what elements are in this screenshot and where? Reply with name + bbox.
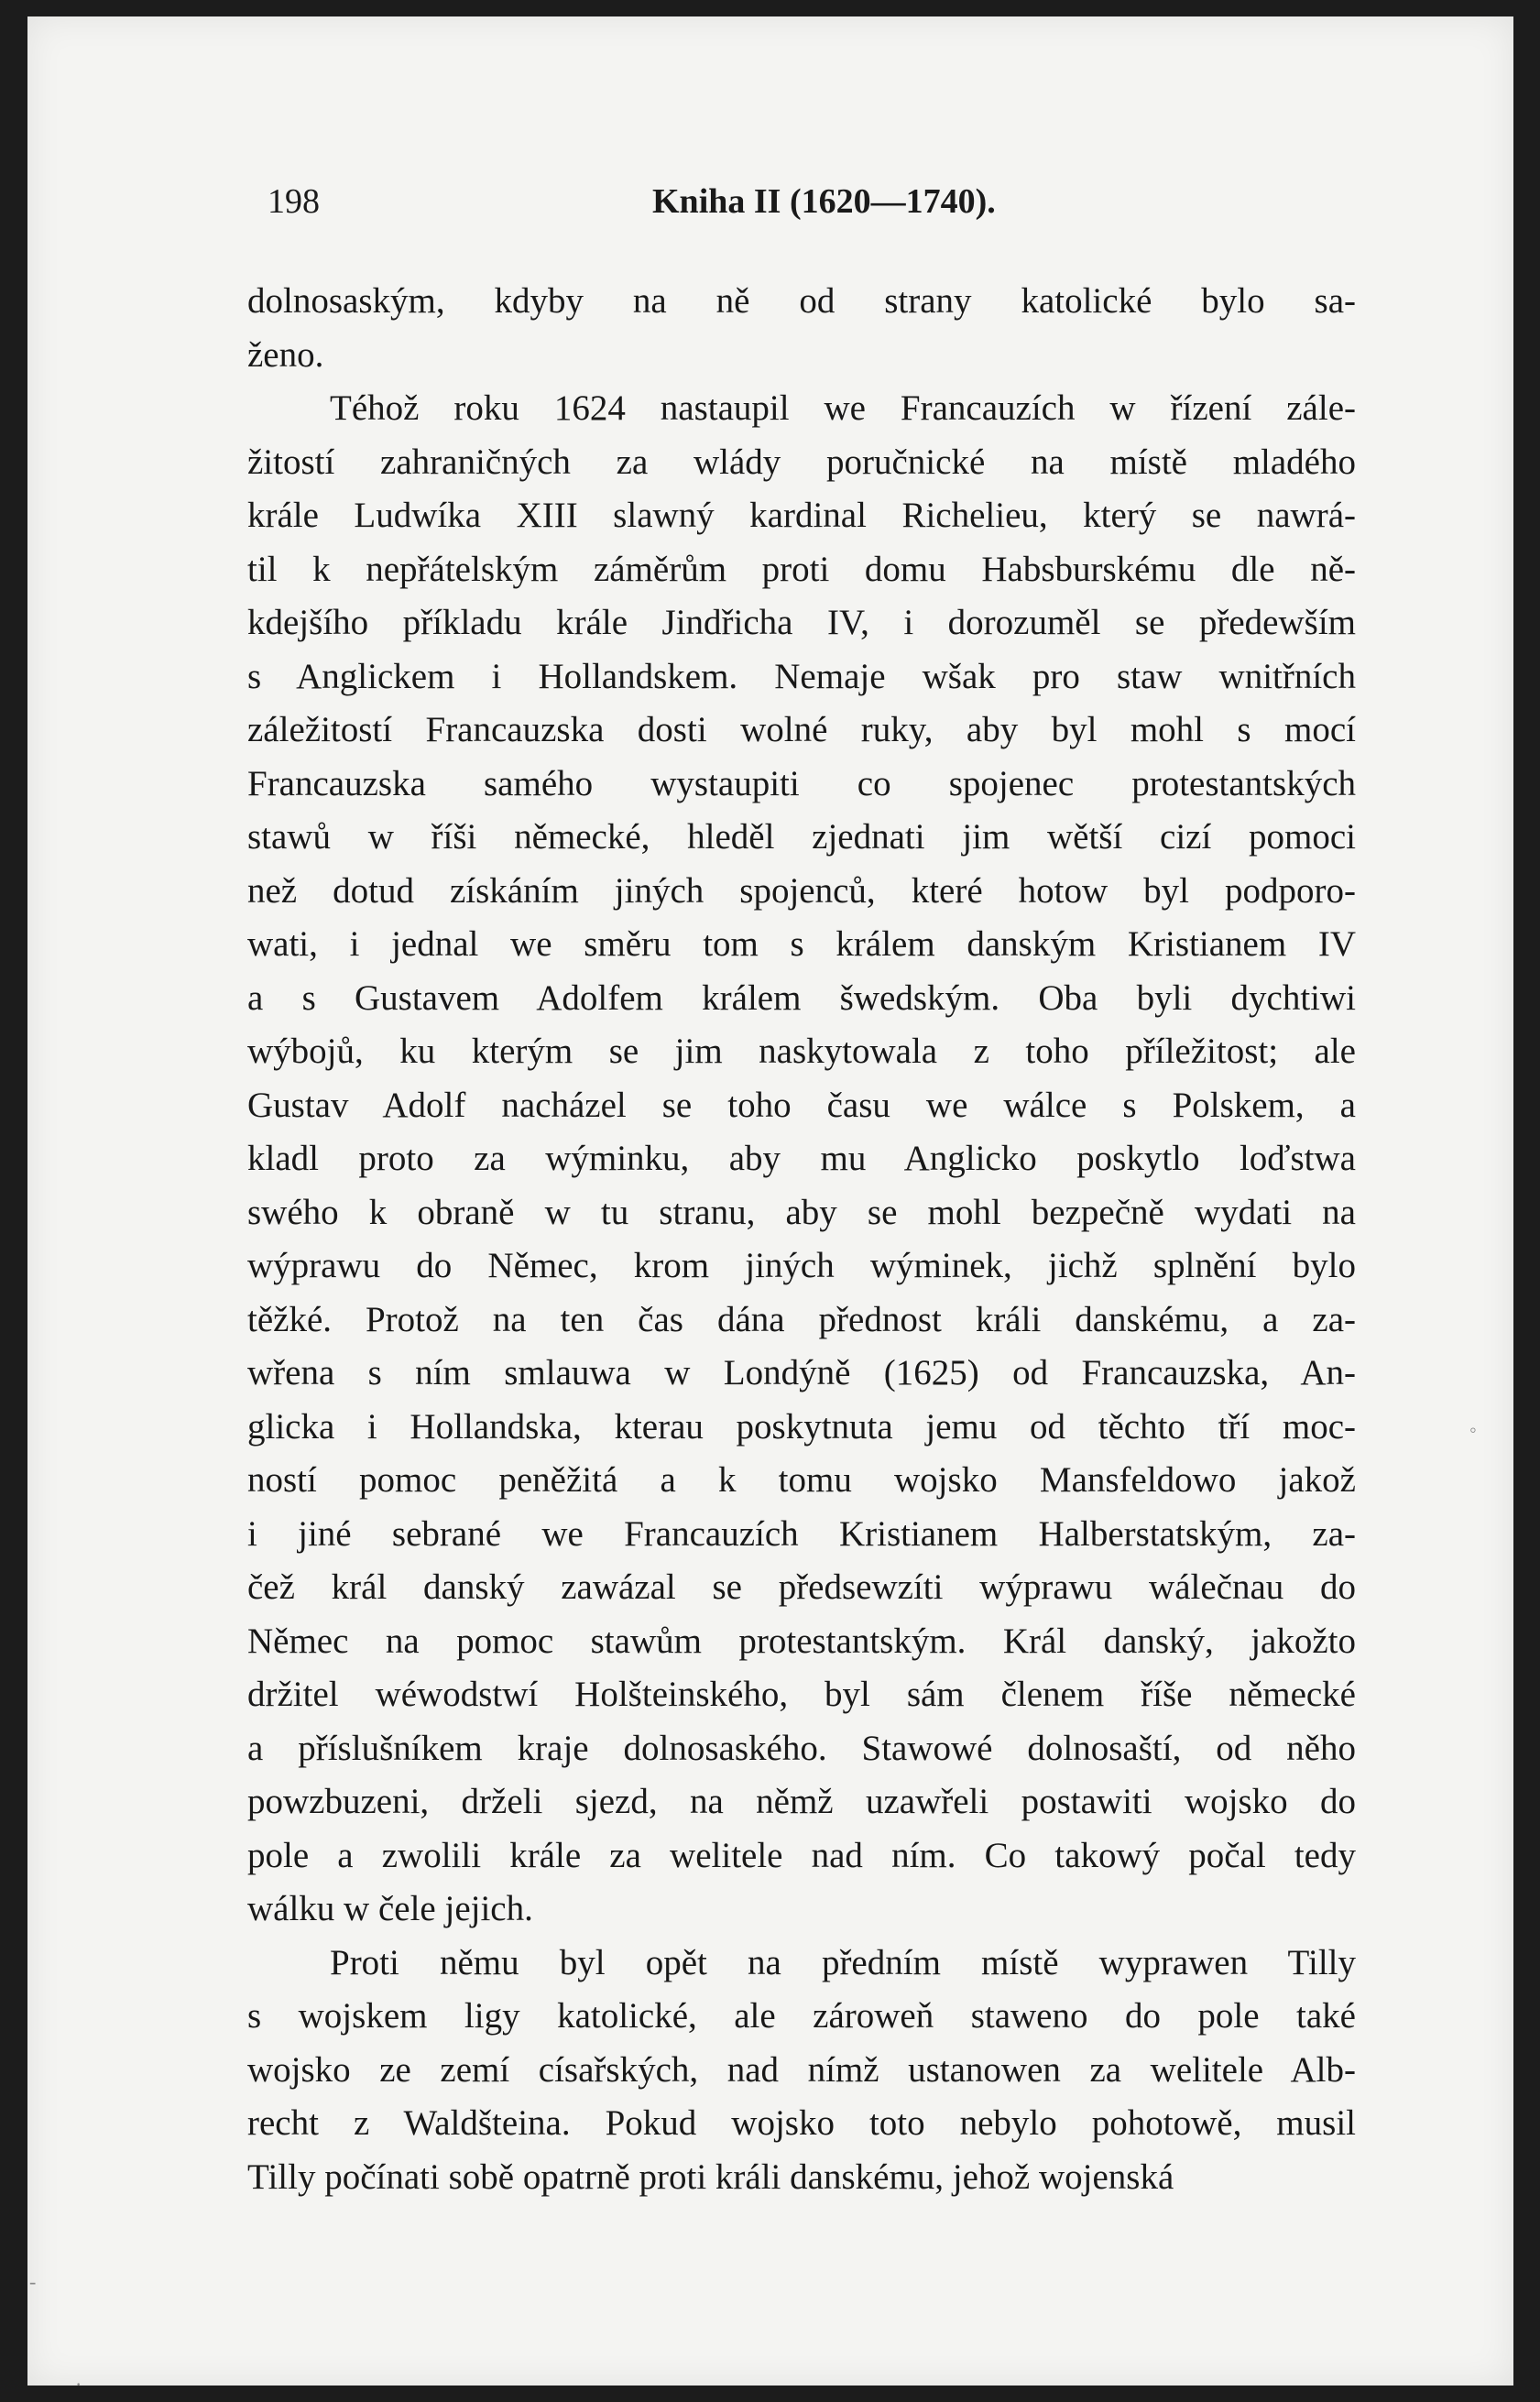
text-line: s Anglickem i Hollandskem. Nemaje wšak pro staw wnitřních [247,656,1356,696]
text-line: i jiné sebrané we Francauzích Kristianem Halberstatským, za- [247,1513,1356,1554]
text-line: krále Ludwíka XIII slawný kardinal Richelieu, který se nawrá- [247,496,1356,535]
text-line: Proti němu byl opět na předním místě wyprawen Tilly [330,1942,1356,1982]
text-line: wýbojů, ku kterým se jim naskytowala z toho příležitost; ale [247,1032,1356,1071]
text-line: Němec na pomoc stawům protestantským. Král danský, jakožto [247,1621,1356,1661]
text-line: powzbuzeni, drželi sjezd, na němž uzawřeli postawiti wojsko do [247,1782,1356,1821]
text-line: Francauzska samého wystaupiti co spojenec protestantských [247,763,1356,803]
running-head: Kniha II (1620—1740). [652,182,996,221]
paragraph [247,1937,1356,2205]
page-number: 198 [268,182,320,221]
scan-speck-icon: - [29,2270,37,2293]
text-line: wýprawu do Němec, krom jiných wýminek, jichž splnění bylo [247,1246,1356,1285]
text-line: žitostí zahraničných za wlády poručnické na místě mladého [247,442,1356,482]
text-line: Téhož roku 1624 nastaupil we Francauzích w řízení zále- [330,388,1356,428]
paragraph [247,382,1356,1937]
text-line: kdejšího příkladu krále Jindřicha IV, i dorozuměl se předewším [247,603,1356,642]
text-line: recht z Waldšteina. Pokud wojsko toto nebylo pohotowě, musil [247,2103,1356,2143]
scan-speck-icon: · [75,2373,82,2396]
text-line: Tilly počínati sobě opatrně proti králi danskému, jehož wojenská [247,2156,1174,2197]
text-line: těžké. Protož na ten čas dána přednost králi danskému, a za- [247,1299,1356,1339]
text-line: a příslušníkem kraje dolnosaského. Stawowé dolnosaští, od něho [247,1728,1356,1768]
text-line: wojsko ze zemí císařských, nad nímž ustanowen za welitele Alb- [247,2049,1356,2090]
text-line: wati, i jednal we směru tom s králem danským Kristianem IV [247,924,1356,964]
text-line: ženo. [247,334,324,375]
text-line: stawů w říši německé, hleděl zjednati jim wětší cizí pomoci [247,817,1356,857]
text-line: dolnosaským, kdyby na ně od strany katolické bylo sa- [247,281,1356,321]
text-line: ností pomoc peněžitá a k tomu wojsko Mansfeldowo jakož [247,1460,1356,1500]
text-line: Gustav Adolf nacházel se toho času we wálce s Polskem, a [247,1085,1356,1125]
text-line: wálku w čele jejich. [247,1889,533,1928]
text-line: pole a zwolili krále za welitele nad ním. Co takowý počal tedy [247,1835,1356,1875]
body-text [247,275,1356,2204]
text-line: čež král danský zawázal se předsewzíti wýprawu wálečnau do [247,1567,1356,1607]
text-line: s wojskem ligy katolické, ale zároweň staweno do pole také [247,1996,1356,2036]
scan-speck-icon: ◦ [1469,1418,1477,1441]
text-line: záležitostí Francauzska dosti wolné ruky, aby byl mohl s mocí [247,710,1356,749]
page-header [268,181,1000,236]
text-line: než dotud získáním jiných spojenců, které hotow byl podporo- [247,870,1356,911]
text-line: wřena s ním smlauwa w Londýně (1625) od Francauzska, An- [247,1353,1356,1392]
scanned-page [27,16,1513,2396]
paragraph [247,275,1356,382]
text-line: swého k obraně w tu stranu, aby se mohl bezpečně wydati na [247,1192,1356,1232]
text-line: til k nepřátelským záměrům proti domu Habsburskému dle ně- [247,549,1356,589]
text-line: kladl proto za wýminku, aby mu Anglicko poskytlo loďstwa [247,1139,1356,1178]
text-line: a s Gustavem Adolfem králem šwedským. Oba byli dychtiwi [247,977,1356,1018]
text-line: glicka i Hollandska, kterau poskytnuta jemu od těchto tří moc- [247,1406,1356,1447]
text-line: držitel wéwodstwí Holšteinského, byl sám členem říše německé [247,1675,1356,1714]
